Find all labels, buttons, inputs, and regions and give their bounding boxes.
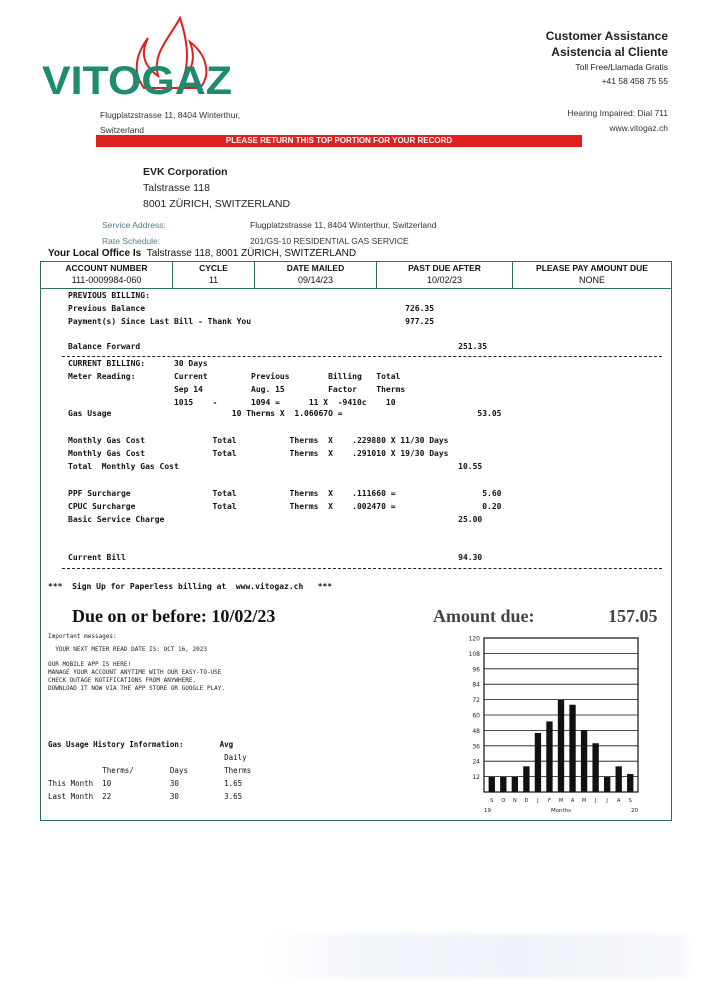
usage-bar	[512, 777, 518, 792]
local-office	[48, 247, 356, 261]
message-line: MANAGE YOUR ACCOUNT ANYTIME WITH OUR EASY-TO-USE	[48, 669, 222, 676]
x-tick-label: A	[570, 798, 575, 804]
recipient-city: 8001 ZÜRICH, SWITZERLAND	[143, 198, 291, 210]
x-tick-label: A	[616, 798, 621, 804]
due-date	[72, 606, 275, 627]
history-last-month: Last Month 22 30 3.65	[48, 792, 243, 801]
x-tick-label: S	[490, 798, 494, 804]
usage-chart-svg	[454, 632, 650, 820]
service-info	[102, 217, 436, 249]
x-tick-label: F	[548, 798, 551, 804]
assistance-title: Customer Assistance	[545, 29, 668, 43]
date-mailed-cell	[255, 262, 377, 288]
y-tick-label: 96	[472, 666, 480, 674]
usage-bar	[569, 705, 575, 792]
x-tick-label: S	[628, 798, 632, 804]
y-tick-label: 12	[472, 774, 480, 782]
x-tick-label: M	[581, 798, 587, 804]
vitogaz-logo	[40, 14, 240, 110]
blurred-footer	[268, 934, 688, 978]
usage-bar	[627, 774, 633, 792]
rate-schedule-value: 201/GS-10 RESIDENTIAL GAS SERVICE	[250, 236, 409, 246]
tollfree-label: Toll Free/Llamada Gratis	[575, 62, 668, 72]
gas-usage-line: Gas Usage 10 Therms X 1.06067O = 53.05	[68, 409, 502, 418]
service-address-value: Flugplatzstrasse 11, 8404 Winterthur, Switzerland	[250, 220, 437, 230]
return-banner: PLEASE RETURN THIS TOP PORTION FOR YOUR RECORD	[96, 135, 582, 147]
messages-heading: Important messages:	[48, 633, 117, 640]
current-bill: Current Bill 94.30	[68, 553, 483, 562]
local-office-label: Your Local Office Is	[48, 248, 142, 259]
usage-bar	[592, 743, 598, 792]
header-value: 09/14/23	[297, 275, 334, 285]
x-tick-label: O	[501, 798, 506, 804]
message-line: YOUR NEXT METER READ DATE IS: OCT 16, 2023	[48, 646, 207, 653]
current-billing: CURRENT BILLING: 30 Days Meter Reading: Current Previous Billing Total Sep 14 Aug. 15 Factor Therms 1015 - 1094 = 11 X -9410c 10	[68, 359, 406, 407]
amount-due-value: 157.05	[608, 606, 658, 626]
service-address-label: Service Address:	[102, 220, 166, 230]
phone-number: +41 58 458 75 55	[601, 76, 668, 86]
due-label: Due on or before:	[72, 606, 207, 626]
customer-assistance	[546, 28, 668, 88]
usage-bar	[581, 730, 587, 792]
surcharges: PPF Surcharge Total Therms X .111660 = 5.60 CPUC Surcharge Total Therms X .002470 = 0.20 Basic Service Charge 25.00	[68, 489, 502, 524]
header-value: 111-0009984-060	[71, 275, 142, 285]
header-value: 10/02/23	[426, 275, 463, 285]
header-label: CYCLE	[199, 263, 228, 273]
usage-history-chart	[454, 632, 650, 820]
y-tick-label: 48	[472, 727, 480, 735]
hearing-impaired-line: Hearing Impaired: Dial 711	[567, 108, 668, 118]
message-line: OUR MOBILE APP IS HERE!	[48, 661, 132, 668]
amount-due-cell	[513, 262, 671, 288]
recipient-address	[143, 164, 290, 212]
usage-bar	[616, 766, 622, 792]
account-number-cell	[41, 262, 173, 288]
balance-forward: Balance Forward 251.35	[68, 342, 488, 351]
header-label: PLEASE PAY AMOUNT DUE	[536, 263, 648, 273]
usage-bar	[500, 777, 506, 792]
previous-billing: PREVIOUS BILLING: Previous Balance 726.35 Payment(s) Since Last Bill - Thank You 977.25	[68, 291, 435, 326]
history-subheading: Daily	[48, 753, 247, 762]
usage-bar	[523, 766, 529, 792]
history-this-month: This Month 10 30 1.65	[48, 779, 243, 788]
x-tick-label: N	[512, 798, 517, 804]
header-label: PAST DUE AFTER	[408, 263, 481, 273]
year-start-label: 19	[484, 808, 491, 814]
y-tick-label: 84	[472, 681, 480, 689]
usage-bar	[604, 777, 610, 792]
company-address	[100, 108, 300, 138]
assistance-title-es: Asistencia al Cliente	[551, 45, 668, 59]
address-line2: Switzerland	[100, 125, 144, 135]
divider	[62, 568, 662, 569]
message-line: CHECK OUTAGE NOTIFICATIONS FROM ANYWHERE.	[48, 677, 197, 684]
x-tick-label: D	[524, 798, 529, 804]
x-tick-label: J	[606, 798, 608, 804]
local-office-value: Talstrasse 118, 8001 ZÜRICH, SWITZERLAND	[146, 248, 357, 259]
logo-text: VITOGAZ	[42, 59, 232, 103]
recipient-name: EVK Corporation	[143, 166, 228, 178]
y-tick-label: 120	[468, 635, 480, 643]
x-tick-label: M	[558, 798, 564, 804]
header-value: 11	[208, 275, 219, 285]
y-tick-label: 72	[472, 697, 480, 705]
x-axis-label: Months	[550, 808, 572, 814]
due-date-value: 10/02/23	[211, 606, 276, 626]
website-link[interactable]: www.vitogaz.ch	[609, 123, 668, 133]
header-value: NONE	[578, 275, 605, 285]
rate-schedule-label: Rate Schedule:	[102, 236, 161, 246]
x-tick-label: J	[537, 798, 539, 804]
message-line: DOWNLOAD IT NOW VIA THE APP STORE OR GOOGLE PLAY.	[48, 685, 226, 692]
paperless-signup: *** Sign Up for Paperless billing at www.vitogaz.ch ***	[48, 582, 333, 591]
usage-bar	[489, 777, 495, 792]
y-tick-label: 24	[472, 758, 480, 766]
y-tick-label: 60	[472, 712, 480, 720]
past-due-cell	[377, 262, 513, 288]
history-columns: Therms/ Days Therms	[48, 766, 252, 775]
usage-bar	[535, 733, 541, 792]
header-label: ACCOUNT NUMBER	[65, 263, 148, 273]
y-tick-label: 108	[468, 650, 480, 658]
header-label: DATE MAILED	[286, 263, 345, 273]
year-end-label: 20	[631, 808, 638, 814]
cycle-cell	[173, 262, 255, 288]
amount-due-label: Amount due:	[433, 606, 535, 626]
recipient-street: Talstrasse 118	[143, 182, 210, 194]
usage-bar	[558, 700, 564, 792]
usage-bar	[546, 721, 552, 792]
monthly-gas-cost: Monthly Gas Cost Total Therms X .229880 X 11/30 Days Monthly Gas Cost Total Therms X .291010 X 19/30 Days Total Monthly Gas Cost 10.55	[68, 436, 483, 471]
y-tick-label: 36	[472, 743, 480, 751]
history-heading: Gas Usage History Information: Avg	[48, 740, 234, 749]
hearing-impaired-info	[568, 106, 668, 136]
x-tick-label: J	[594, 798, 597, 804]
account-header-row	[41, 262, 671, 289]
address-line1: Flugplatzstrasse 11, 8404 Winterthur,	[100, 110, 241, 120]
